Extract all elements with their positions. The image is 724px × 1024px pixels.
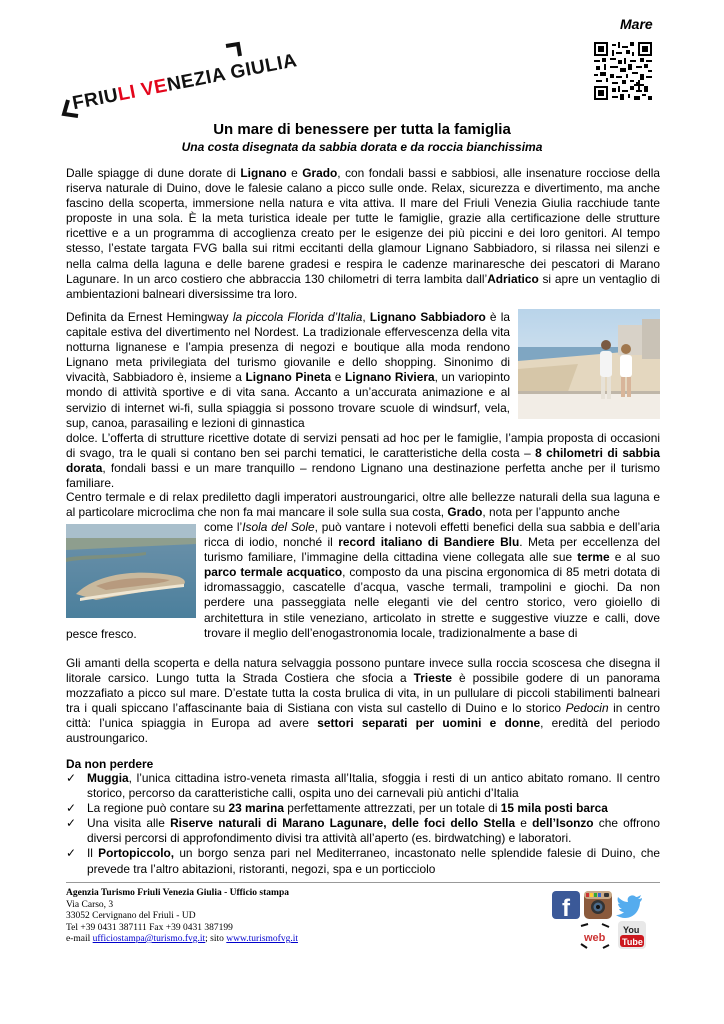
grado-paragraph-cont: come l’Isola del Sole, può vantare i notevoli effetti benefici della sua sabbia e dell’aria ricca di iodio, nonché il record italiano di Bandiere Blu. Meta per eccellenza del turismo familiare, l’immagine della cittadina viene collegata alle sue terme e al suo parco termale acquatico, composto da una piscina ergonomica di 85 metri dotata di idromassaggio, cascatelle d’acqua, vasche termali, trampolini e giochi. Da non perdere una passeggiata nelle eleganti vie del centro storico, vero gioiello di architettura in stile veneziano, articolato in strette e suggestive viuzze e calli, dove trovare il meglio dell’enogastronomia locale, tradizionalmente a base di [204,520,661,640]
lignano-paragraph: Definita da Ernest Hemingway la piccola Florida d’Italia, Lignano Sabbiadoro è la capitale estiva del divertimento nel Nordest. La tradizionale effervescenza della vita notturna lignanese e l’ampia presenza di negozi e boutique alla moda rendono Lignano meta privilegiata del turismo giovanile e dello shopping. Sinonimo di vivacità, Sabbiadoro è, insieme a Lignano Pineta e Lignano Riviera, un variopinto mondo di attività sportive e di vita sana. Accanto a un’accurata animazione e al servizio di internet wi-fi, sulla spiaggia si possono trovare scuole di windsurf, vela, sup, canoa, parasailing e lezioni di ginnastica [66,310,510,430]
email-link[interactable]: ufficiostampa@turismo.fvg.it [92,934,206,944]
footer-phone: Tel +39 0431 387111 Fax +39 0431 387199 [66,922,233,933]
fvg-logo [62,42,299,120]
footer-links: e-mail ufficiostampa@turismo.fvg.it; sito www.turismofvg.it [66,934,298,944]
intro-paragraph: Dalle spiagge di dune dorate di Lignano e Grado, con fondali bassi e sabbiosi, alle insenature rocciose della riserva naturale di Duino, dove le falesie calano a picco sulle onde. Relax, sicurezza e divertimento, ma anche fascino della scoperta, immersione nella natura e vita attiva. Il mare del Friuli Venezia Giulia racchiude tante proposte in una sola. È la meta turistica ideale per tutte le famiglie, grazie alla certificazione delle strutture ricettive e a un programma di accoglienza creato per le esigenze dei più piccini e dei loro genitori. Al tempo stesso, l’estate targata FVG balla sui ritmi eccitanti della glamour Lignano Sabbiadoro, si rilassa nei silenzi e nella calma della laguna e delle barene gradesi e respira le cadenze marinaresche dei pescatori di Marano Lagunare. In un arco costiero che abbraccia 130 chilometri di terra lambita dall’Adriatico si apre un ventaglio di ambientazioni balneari diversissime tra loro. [66,166,660,301]
list-item: ✓ La regione può contare su 23 marina perfettamente attrezzati, per un totale di 15 mila posti barca [66,801,608,816]
qr-code[interactable] [594,42,652,100]
svg-text:web: web [584,932,606,944]
page-subtitle: Una costa disegnata da sabbia dorata e da roccia bianchissima [181,140,543,154]
check-icon: ✓ [66,816,76,831]
highlights-heading: Da non perdere [66,757,154,771]
check-icon: ✓ [66,771,76,785]
grado-paragraph: Centro termale e di relax prediletto dagli imperatori austroungarici, oltre alle bellezze naturali della sua laguna e al particolare microclima che non fa mai mancare il sole sulla sua costa, Grado, nota per l’appunto anche [66,490,660,520]
svg-text:f: f [562,895,570,922]
logo-text: FRIULI VENEZIA GIULIA [70,50,299,115]
footer-org: Agenzia Turismo Friuli Venezia Giulia - Ufficio stampa [66,888,289,898]
page-title: Un mare di benessere per tutta la famiglia [213,121,511,138]
website-link[interactable]: www.turismofvg.it [226,934,298,944]
footer-contact [66,888,396,946]
web-icon[interactable] [578,922,612,950]
check-icon: ✓ [66,801,76,816]
svg-text:You: You [623,925,640,935]
list-item: ✓ Il Portopiccolo, un borgo senza pari nel Mediterraneo, incastonato nelle splendide falesie di Duino, che prevede tra l’altro abitazioni, ristoranti, negozi, spa e un porticciolo [66,846,661,876]
youtube-icon[interactable] [618,921,646,949]
category-label: Mare [620,16,653,32]
list-item: ✓ Muggia, l’unica cittadina istro-veneta rimasta all’Italia, sfoggia i resti di un antico abitato romano. Il centro storico, percorso da caratteristiche calli, ospita uno dei carnevali più antichi d’Italia [66,771,660,801]
trieste-paragraph: Gli amanti della scoperta e della natura selvaggia possono puntare invece sulla roccia scoscesa che disegna il litorale carsico. Lungo tutta la Strada Costiera che sfocia a Trieste è possibile godere di un panorama mozzafiato a picco sul mare. D’estate tutta la costa brulica di vita, in un pullulare di piccoli stabilimenti balneari tra i quali spiccano l’affascinante baia di Sistiana con vista sul castello di Duino e lo storico Pedocin in centro città: l’unica spiaggia in Europa ad avere settori separati per uomini e donne, eredità del periodo austroungarico. [66,656,661,746]
facebook-icon[interactable] [552,891,580,922]
lignano-paragraph-cont: dolce. L’offerta di strutture ricettive dotate di servizi pensati ad hoc per le famiglie, l’ampia proposta di occasioni di svago, tra le quali si contano ben sei parchi tematici, le caratteristiche della costa – 8 chilometri di sabbia dorata, fondali bassi e un mare tranquillo – rendono Lignano una destinazione perfetta anche per il turismo familiare. [66,431,660,491]
twitter-icon[interactable] [616,893,644,921]
svg-text:Tube: Tube [622,937,643,947]
footer-street: Via Carso, 3 [66,899,114,910]
instagram-icon[interactable] [584,891,612,919]
grado-aerial-photo [66,524,196,618]
check-icon: ✓ [66,846,76,861]
grado-paragraph-end: pesce fresco. [66,627,137,641]
highlights-list [66,771,660,877]
footer-divider [66,882,660,883]
list-item: ✓ Una visita alle Riserve naturali di Marano Lagunare, delle foci dello Stella e dell’Isonzo che offrono diversi percorsi di approfondimento divisi tra attività all’aperto (es. birdwatching) e laboratori. [66,816,660,846]
footer-city: 33052 Cervignano del Friuli - UD [66,911,196,921]
lignano-beach-photo [518,309,660,419]
